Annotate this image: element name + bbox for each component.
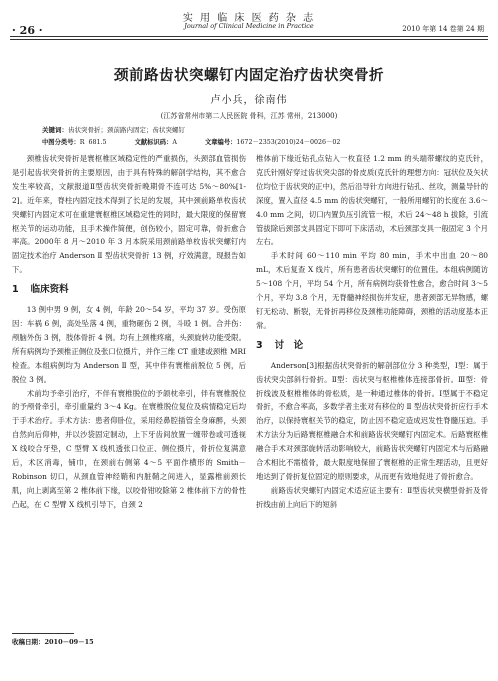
- right-column: [256, 152, 488, 512]
- section-heading-discussion: [256, 339, 488, 353]
- article-authors: 卢小兵，徐南伟: [210, 95, 288, 106]
- doc-code-label: 文献标识码：: [134, 139, 173, 146]
- header-rule: [10, 36, 488, 37]
- clc-label: 中图分类号：: [42, 139, 80, 146]
- article-id-value: 1672－2353(2010)24－0026－02: [236, 139, 341, 146]
- method-paragraph: 术前均予牵引治疗，不伴有寰椎脱位的予颌枕牵引，伴有寰椎脱位的予颅骨牵引，牵引重量约 3～4 Kg。在寰椎脱位复位及病情稳定后均于手术治疗。手术方法：患者仰卧位，采用经鼻腔插管全身麻醉，头颈自然向后仰伸，并以沙袋固定制动，上下牙齿间放置一缠带卷或可透视 X 线咬合牙垫，C 型臂 X 线机透张口位正、侧位摄片，骨折位复满意后，术区消毒，铺巾，在颈前右侧第 4～5 平面作横形的 Smith－Robinson 切口，从颈血管神经鞘和内脏鞘之间进入，显露椎前颈长肌，向上剥离至第 2 椎体前下缘，以咬骨钳咬除第 2 椎体前下方的骨性凸起，在 C 型臂 X 线机引导下，自颈 2: [12, 388, 246, 509]
- results-paragraph: 手术时间 60～110 min 平均 80 min，手术中出血 20～80 mL，术后复查 X 线片，所有患者齿状突螺钉的位置佳。本组病例随访 5～108 个月，平均 54 个月，所有病例均获骨性愈合，愈合时间 3～5 个月，平均 3.8 个月，无脊髓神经损伤并发症，患者颈部无异物感，螺钉无松动、断裂，无骨折再移位及颈椎功能障碍，颈椎的活动度基本正常。: [256, 251, 488, 330]
- journal-title-cn: 实 用 临 床 医 药 杂 志: [182, 13, 316, 24]
- received-date: 收稿日期：2010－09－15: [12, 638, 94, 646]
- clc-value: R 681.5: [79, 139, 107, 146]
- keywords-line: [42, 125, 185, 134]
- discussion-paragraph: Anderson[3]根据齿状突骨折的解剖部位分 3 种类型，Ⅰ型：属于齿状突尖部斜行骨折。Ⅱ型：齿状突与枢椎椎体连接部骨折。Ⅲ型：骨折线波及枢椎椎体的骨松质，是一种通过椎体的骨折。Ⅰ型属于不稳定骨折，不愈合率高，多数学者主张对有移位的 Ⅱ 型齿状突骨折应行手术治疗，以保持寰枢关节的稳定，防止因不稳定造成迟发性脊髓压迫。手术方法分为后路寰枢椎融合术和前路齿状突螺钉内固定术。后路寰枢椎融合手术对颈部旋转活动影响较大，前路齿状突螺钉内固定术与后路融合术相比不需植骨，最大限度地保留了寰枢椎的正常生理活动，且更好地达到了骨折复位固定的原则要求，从而更有效地促进了骨折愈合。: [256, 360, 488, 481]
- section-heading-clinical: [12, 283, 246, 297]
- journal-title-en: Journal of Clinical Medicine in Practice: [184, 22, 314, 30]
- method-continued-paragraph: 椎体前下缘近钻孔点钻入一枚直径 1.2 mm 的头端带螺纹的克氏针，克氏针刚好穿过齿状突尖部的骨皮质(克氏针的理想方向：冠状位及矢状位均位于齿状突的正中)，然后沿导针方向进行钻孔、丝攻，测量导针的深度，置入直径 4.5 mm 的齿状突螺钉，一般所用螺钉的长度在 3.6～4.0 mm 之间，切口内置负压引流管一根，术后 24～48 h 拔除，引流管拔除后颈部支具固定下即可下床活动，术后颈部支具一般固定 3 个月左右。: [256, 154, 488, 247]
- article-id-label: 文章编号：: [204, 139, 237, 146]
- keywords-text: 齿状突骨折；颈前路内固定；齿状突螺钉: [68, 126, 185, 134]
- intro-paragraph: 颈椎齿状突骨折是寰枢椎区域稳定性的严重损伤，头颈部血管损伤是引起齿状突骨折的主要原因，由于具有特殊的解剖学结构，其不愈合发生率较高，文献报道Ⅱ型齿状突骨折晚期骨不连可达 5%～80%[1-2]。近年来，脊柱内固定技术得到了长足的发展，其中颈前路单枚齿状突螺钉内固定术可在重建寰枢椎区域稳定性的同时，最大限度的保留寰枢关节的运动功能，且手术操作简便，创伤较小，固定可靠，骨折愈合率高。2000年 8 月～2010 年 3 月本院采用颈前路单枚齿状突螺钉内固定技术治疗 Anderson Ⅱ 型齿状突骨折 13 例，疗效满意，现报告如下。: [12, 154, 246, 275]
- article-affiliation: (江苏省常州市第二人民医院 骨科，江苏 常州，213000): [160, 112, 338, 120]
- issue-info: 2010 年第 14 卷第 24 期: [402, 25, 484, 33]
- clinical-paragraph: 13 例中男 9 例，女 4 例，年龄 20～54 岁，平均 37 岁。受伤原因：车祸 6 例，高处坠落 4 例，重物砸伤 2 例，斗殴 1 例。合并伤：颅脑外伤 3 例，肢体骨折 4 例。均有上颈椎疼痛，头颈旋转功能受限。所有病例均予颈椎正侧位及张口位摄片，并作三维 CT 重建或颈椎 MRI 检查。本组病例均为 Anderson Ⅱ 型，其中伴有寰椎前脱位 5 例，后脱位 3 例。: [12, 305, 246, 384]
- doc-code-value: A: [172, 139, 177, 146]
- section-title: 临床资料: [30, 284, 69, 296]
- left-column: [12, 152, 246, 512]
- header-rule-thin: [10, 39, 488, 40]
- keywords-label: 关键词：: [42, 126, 68, 134]
- section-number: 1: [12, 284, 19, 296]
- page-number: · 26 ·: [12, 24, 43, 37]
- classification-line: [42, 137, 340, 146]
- section-number: 3: [256, 339, 263, 351]
- section-title: 讨 论: [274, 339, 304, 351]
- indications-paragraph: 前路齿状突螺钉内固定术适应证主要有：Ⅱ型齿状突横型骨折及骨折线由前上向后下的短斜: [256, 485, 488, 509]
- footnote-rule: [12, 633, 74, 634]
- article-title: 颈前路齿状突螺钉内固定治疗齿状突骨折: [114, 68, 384, 84]
